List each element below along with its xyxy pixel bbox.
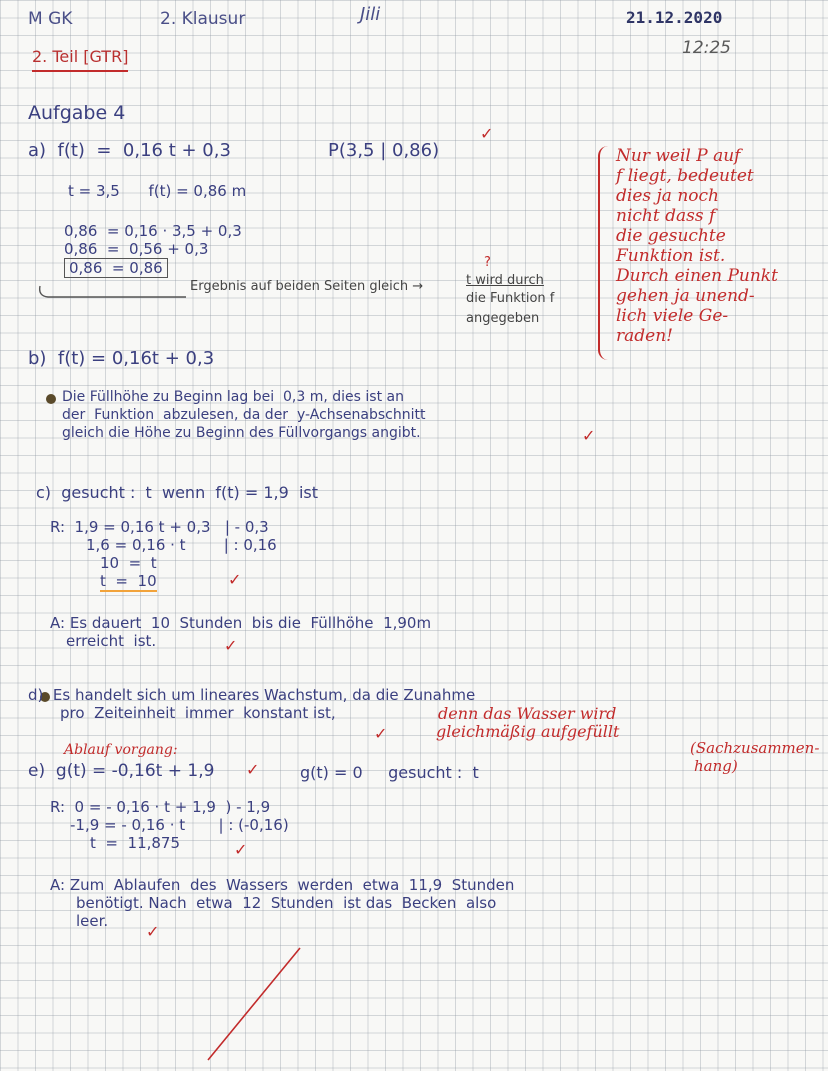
a-point: P(3,5 | 0,86) [328,140,440,161]
check-icon: ✓ [228,570,242,589]
e-answer-2: benötigt. Nach etwa 12 Stunden ist das Becken also [76,894,497,912]
a-conclusion-1: t wird durch [466,273,544,288]
exam-label: 2. Klausur [160,9,246,29]
d-text-1: d) Es handelt sich um lineares Wachstum, da die Zunahme [28,686,476,704]
e-calc-1: R: 0 = - 0,16 · t + 1,9 ) - 1,9 [50,798,271,816]
d-comment-4: hang) [694,757,738,775]
b-text-3: gleich die Höhe zu Beginn des Füllvorgangs angibt. [62,425,421,441]
a-question-mark: ? [484,255,491,270]
d-text-2: pro Zeiteinheit immer konstant ist, [60,704,336,722]
c-calc-2: 1,6 = 0,16 · t | : 0,16 [86,536,277,554]
c-answer-1: A: Es dauert 10 Stunden bis die Füllhöhe 1,90m [50,614,432,632]
exam-time: 12:25 [682,38,731,58]
check-icon: ✓ [582,426,596,445]
a-calc-1: 0,86 = 0,16 · 3,5 + 0,3 [64,222,242,240]
e-answer-3: leer. [76,912,109,930]
a-given: t = 3,5 f(t) = 0,86 m [68,182,247,200]
e-calc-3: t = 11,875 [90,834,181,852]
a-conclusion-3: angegeben [466,311,540,326]
comment-a-7: Durch einen Punkt [616,266,778,286]
comment-a-5: die gesuchte [616,226,726,246]
check-icon: ✓ [224,636,238,655]
comment-a-3: dies ja noch [616,186,719,206]
b-text-1: Die Füllhöhe zu Beginn lag bei 0,3 m, dies ist an [62,389,404,405]
b-function: b) f(t) = 0,16t + 0,3 [28,348,215,369]
e-calc-2: -1,9 = - 0,16 · t | : (-0,16) [70,816,289,834]
c-calc-3: 10 = t [100,554,157,572]
check-icon: ✓ [146,922,160,941]
task-title: Aufgabe 4 [28,102,126,124]
c-calc-1: R: 1,9 = 0,16 t + 0,3 | - 0,3 [50,518,269,536]
a-function: a) f(t) = 0,16 t + 0,3 [28,140,231,161]
d-comment-3: (Sachzusammen- [690,739,820,757]
a-calc-2: 0,86 = 0,56 + 0,3 [64,240,209,258]
comment-a-2: f liegt, bedeutet [616,166,754,186]
e-function: e) g(t) = -0,16t + 1,9 [28,761,215,781]
a-calc-3: 0,86 = 0,86 [64,258,168,278]
c-question: c) gesucht : t wenn f(t) = 1,9 ist [36,483,319,502]
e-answer-1: A: Zum Ablaufen des Wassers werden etwa 11,9 Stunden [50,876,515,894]
check-icon: ✓ [374,724,388,743]
e-given: g(t) = 0 gesucht : t [300,763,479,782]
comment-a-9: lich viele Ge- [616,306,729,326]
student-name: Jili [360,4,381,25]
check-icon: ✓ [246,760,260,779]
a-result-note: Ergebnis auf beiden Seiten gleich → [190,279,424,294]
comment-a-1: Nur weil P auf [616,146,741,166]
comment-a-10: raden! [616,326,673,346]
comment-a-6: Funktion ist. [616,246,726,266]
exam-date: 21.12.2020 [626,8,723,27]
d-comment-2: gleichmäßig aufgefüllt [436,722,620,741]
check-icon: ✓ [480,124,494,143]
a-conclusion-2: die Funktion f [466,291,555,306]
b-text-2: der Funktion abzulesen, da der y-Achsenabschnitt [62,407,426,423]
subject-label: M GK [28,9,73,29]
check-icon: ✓ [234,840,248,859]
part-label: 2. Teil [GTR] [32,48,128,72]
comment-a-4: nicht dass f [616,206,716,226]
e-note: Ablauf vorgang: [64,742,178,758]
c-answer-2: erreicht ist. [66,632,157,650]
c-result: t = 10 [100,572,157,590]
d-comment-1: denn das Wasser wird [438,704,617,723]
comment-a-8: gehen ja unend- [616,286,755,306]
